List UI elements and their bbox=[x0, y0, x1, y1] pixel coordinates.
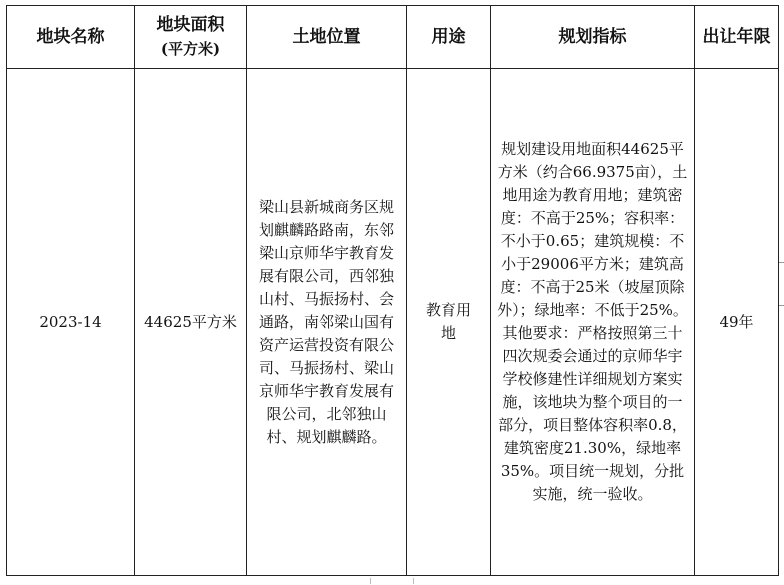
page-edge-mark bbox=[779, 262, 784, 263]
cell-parcel-area: 44625平方米 bbox=[135, 69, 247, 576]
header-use: 用途 bbox=[407, 6, 491, 69]
indicators-other-requirements: 其他要求：严格按照第三十四次规委会通过的京师华宇学校修建性详细规划方案实施，该地块为整个项目的一部分，项目整体容积率0.8，建筑密度21.30%，绿地率35%。项目统一规划，分批实施，统一验收。 bbox=[498, 324, 687, 503]
land-parcel-table bbox=[6, 5, 779, 576]
page-edge-mark bbox=[779, 305, 784, 306]
indicators-main-text: 规划建设用地面积44625平方米（约合66.9375亩），土地用途为教育用地；建筑密度：不高于25%；容积率：不小于0.65；建筑规模：不小于29006平方米；建筑高度：不高于25米（坡屋顶除外）；绿地率：不低于25%。 bbox=[497, 140, 688, 319]
cell-use: 教育用地 bbox=[407, 69, 491, 576]
header-parcel-area-unit: (平方米) bbox=[160, 40, 221, 58]
table-header-row bbox=[7, 6, 779, 69]
table-row bbox=[7, 69, 779, 576]
cell-location: 梁山县新城商务区规划麒麟路路南，东邻梁山京师华宇教育发展有限公司，西邻独山村、马振扬村、会通路，南邻梁山国有资产运营投资有限公司、马振扬村、梁山京师华宇教育发展有限公司，北邻独山村、规划麒麟路。 bbox=[247, 69, 407, 576]
header-planning-indicators: 规划指标 bbox=[491, 6, 695, 69]
header-transfer-term: 出让年限 bbox=[695, 6, 779, 69]
cell-parcel-name: 2023-14 bbox=[7, 69, 135, 576]
cell-planning-indicators bbox=[491, 69, 695, 576]
header-parcel-name: 地块名称 bbox=[7, 6, 135, 69]
header-parcel-area-label: 地块面积 bbox=[156, 15, 225, 35]
header-parcel-area bbox=[135, 6, 247, 69]
cell-transfer-term: 49年 bbox=[695, 69, 779, 576]
next-table-edge bbox=[370, 578, 414, 584]
header-location: 土地位置 bbox=[247, 6, 407, 69]
